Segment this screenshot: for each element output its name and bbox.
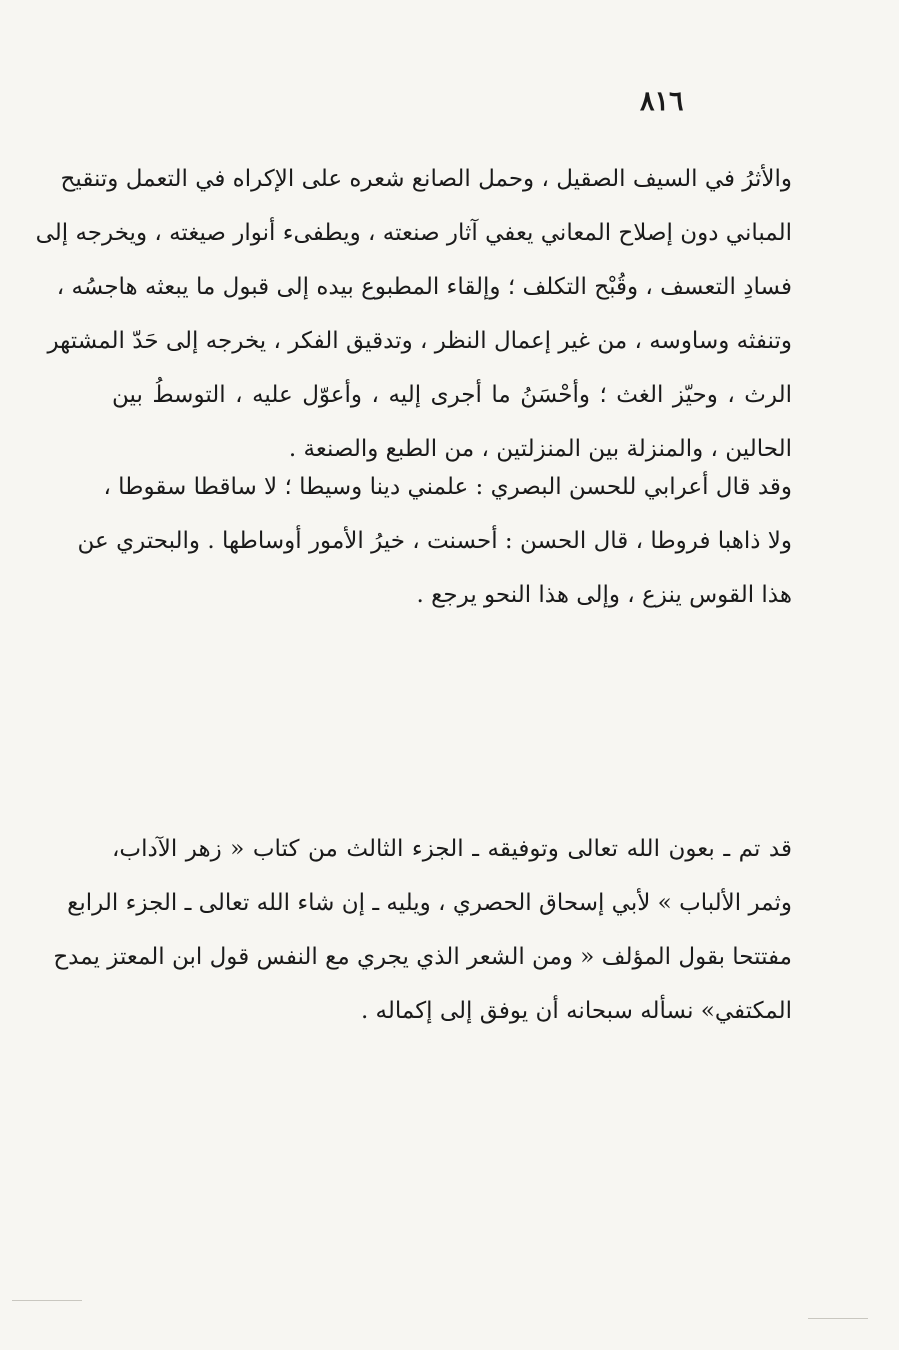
page-number: ٨١٦	[640, 86, 684, 117]
paragraph-line: هذا القوس ينزع ، وإلى هذا النحو يرجع .	[416, 582, 792, 608]
colophon-line: المكتفي» نسأله سبحانه أن يوفق إلى إكماله .	[360, 998, 792, 1024]
paragraph-line: والأثرُ في السيف الصقيل ، وحمل الصانع شعره على الإكراه في التعمل وتنقيح	[60, 166, 792, 192]
paragraph-line: فسادِ التعسف ، وقُبْح التكلف ؛ وإلقاء المطبوع بيده إلى قبول ما يبعثه هاجسُه ،	[56, 274, 792, 300]
colophon-line: قد تم ـ بعون الله تعالى وتوفيقه ـ الجزء الثالث من كتاب « زهر الآداب،	[112, 836, 792, 862]
paragraph-line: ولا ذاهبا فروطا ، قال الحسن : أحسنت ، خيرُ الأمور أوساطها . والبحتري عن	[77, 528, 792, 554]
colophon	[53, 822, 792, 1038]
paragraph-1	[35, 152, 792, 476]
paragraph-line: وتنفثه وساوسه ، من غير إعمال النظر ، وتدقيق الفكر ، يخرجه إلى حَدّ المشتهر	[47, 328, 792, 354]
paragraph-line: المباني دون إصلاح المعاني يعفي آثار صنعته ، ويطفىء أنوار صيغته ، ويخرجه إلى	[35, 220, 792, 246]
scan-edge-mark	[12, 1300, 82, 1301]
paragraph-line: الحالين ، والمنزلة بين المنزلتين ، من الطبع والصنعة .	[288, 436, 792, 462]
paragraph-line: وقد قال أعرابي للحسن البصري : علمني دينا وسيطا ؛ لا ساقطا سقوطا ،	[103, 474, 792, 500]
paragraph-2	[77, 460, 792, 622]
colophon-line: وثمر الألباب » لأبي إسحاق الحصري ، ويليه ـ إن شاء الله تعالى ـ الجزء الرابع	[67, 890, 792, 916]
colophon-line: مفتتحا بقول المؤلف « ومن الشعر الذي يجري مع النفس قول ابن المعتز يمدح	[53, 944, 792, 970]
scan-edge-mark	[808, 1318, 868, 1319]
paragraph-line: الرث ، وحيّز الغث ؛ وأحْسَنُ ما أجرى إليه ، وأعوّل عليه ، التوسطُ بين	[112, 382, 792, 408]
